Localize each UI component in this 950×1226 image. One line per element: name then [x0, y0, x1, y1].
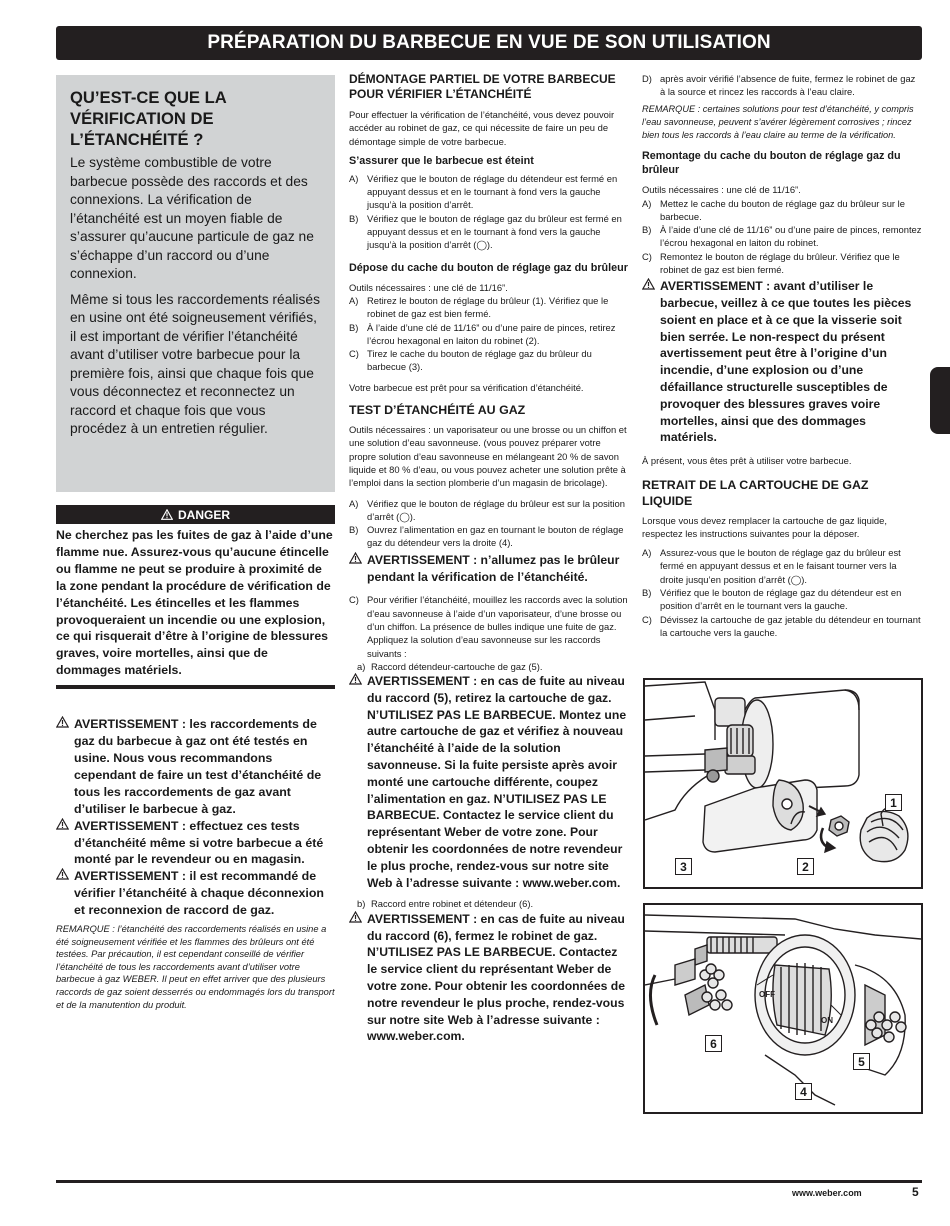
- warning-triangle-icon: [349, 911, 363, 1045]
- item-label: B): [642, 587, 652, 599]
- warning-2: [56, 818, 335, 869]
- item-text: après avoir vérifié l’absence de fuite, fermez le robinet de gaz à la source et rincez les raccords à l’eau claire.: [660, 73, 916, 98]
- ready-to-use: À présent, vous êtes prêt à utiliser votre barbecue.: [642, 455, 852, 467]
- item-label: A): [642, 197, 652, 209]
- list-item: [349, 660, 629, 673]
- danger-header: [56, 505, 335, 524]
- item-label: B): [349, 212, 359, 224]
- figure-leak-points: [643, 903, 923, 1114]
- warning-triangle-icon: [56, 868, 70, 919]
- column-3: [642, 72, 922, 639]
- footer-divider: [56, 1180, 922, 1183]
- leak-points-illustration: [645, 905, 921, 1112]
- item-text: Vérifiez que le bouton de réglage gaz du détendeur est en position d’arrêt en le tournant vers la gauche.: [660, 587, 902, 612]
- list-item: [349, 497, 629, 524]
- warning-triangle-icon: [56, 818, 70, 869]
- warning-triangle-icon: [642, 278, 656, 446]
- warning-triangle-icon: [349, 552, 363, 586]
- figure-cover-removal: [643, 678, 923, 889]
- item-label: A): [349, 172, 359, 184]
- item-label: C): [642, 613, 652, 625]
- info-box-paragraph-2: Même si tous les raccordements réalisés en usine ont été soigneusement vérifiés, il est important de vérifier l’étanchéité avant d’utiliser votre barbecue pour la première fois, ainsi que chaque fois que vous déconnectez et reconnectez un raccord et chaque fois que vous procédez à un entretien régulier.: [70, 291, 320, 436]
- on-marking: ON: [821, 1016, 833, 1025]
- warning-text: AVERTISSEMENT : avant d’utiliser le barbecue, veillez à ce que toutes les pièces soient en place et à ce que la visserie soit bien serrée. Le non-respect du présent avertissement peut être à l’origine d’un incendie, d’une explosion ou d’une défaillance structurelle susceptibles de provoquer des blessures graves voire mortelles, ainsi que des dommages matériels.: [660, 279, 912, 445]
- warning-1: [56, 716, 335, 817]
- warning-before-use: [642, 278, 922, 446]
- item-text: Pour vérifier l’étanchéité, mouillez les raccords avec la solution d’eau savonneuse à l’aide d’un vaporisateur, d’une brosse ou d’un chiffon. La présence de bulles indique une fuite de gaz. Appliquez la solution d’eau savonneuse sur les raccords suivants :: [367, 594, 628, 659]
- list-item: [349, 172, 629, 212]
- page-number: 5: [912, 1185, 919, 1199]
- warning-no-ignite: [349, 552, 629, 586]
- section-title-disassembly: DÉMONTAGE PARTIEL DE VOTRE BARBECUE POUR VÉRIFIER L’ÉTANCHÉITÉ: [349, 72, 616, 101]
- list-item: [642, 197, 922, 224]
- item-label: A): [642, 547, 652, 559]
- callout-1: 1: [885, 794, 902, 811]
- info-box-title: QU’EST-CE QUE LA VÉRIFICATION DE L’ÉTANCHÉITÉ ?: [70, 88, 227, 149]
- item-label: B): [349, 321, 359, 333]
- item-label: b): [357, 898, 366, 910]
- item-text: Remontez le bouton de réglage du brûleur. Vérifiez que le robinet de gaz est bien fermé.: [660, 250, 900, 275]
- item-label: A): [349, 497, 359, 509]
- warning-triangle-icon: [161, 509, 173, 520]
- item-label: B): [349, 524, 359, 536]
- item-label: B): [642, 224, 652, 236]
- item-label: C): [349, 594, 359, 606]
- subsection-title-cover-refit: Remontage du cache du bouton de réglage gaz du brûleur: [642, 150, 901, 177]
- warning-text: AVERTISSEMENT : en cas de fuite au niveau du raccord (5), retirez la cartouche de gaz. N’UTILISEZ PAS LE BARBECUE. Montez une autre cartouche de gaz et vérifiez à nouveau l’étanchéité à l’aide de la solution savonneuse. Si la fuite persiste après avoir monté une cartouche différente, coupez l’alimentation en gaz. N’UTILISEZ PAS LE BARBECUE. Contactez le service client du représentant Weber de votre zone. Pour obtenir les coordonnées de notre revendeur le plus proche, rendez-vous sur notre site Web à l’adresse suivante : www.weber.com.: [367, 674, 627, 890]
- warnings-block: [56, 716, 335, 1011]
- warning-leak-6: [349, 911, 629, 1045]
- danger-divider: [56, 685, 335, 689]
- callout-6: 6: [705, 1035, 722, 1052]
- list-item: [642, 72, 922, 99]
- item-text: Retirez le bouton de réglage du brûleur (1). Vérifiez que le robinet de gaz est bien fermé.: [367, 294, 609, 320]
- off-marking: OFF: [759, 990, 775, 999]
- warning-leak-5: [349, 673, 629, 891]
- item-label: D): [642, 73, 652, 84]
- item-text: Vérifiez que le bouton de réglage gaz du brûleur est fermé en appuyant dessus et en le tournant à fond vers la gauche jusqu’à la position d’arrêt (◯).: [367, 212, 622, 251]
- item-text: Raccord entre robinet et détendeur (6).: [371, 898, 534, 910]
- callout-4: 4: [795, 1083, 812, 1100]
- warning-triangle-icon: [349, 673, 363, 891]
- info-box-paragraph-1: Le système combustible de votre barbecue possède des raccords et des connexions. La vérification de l’étanchéité est un moyen fiable de s’assurer qu’aucune particule de gaz ne s’échappe d’un raccord ou d’une connexion.: [70, 155, 314, 281]
- danger-text: Ne cherchez pas les fuites de gaz à l’aide d’une flamme nue. Assurez-vous qu’aucune étincelle ou flamme ne peut se produire à proximité de la zone pendant la procédure de vérification de l’étanchéité. Les étincelles et les flammes provoqueraient un incendie ou une explosion, ce qui risquerait d’être à l’origine de blessures graves, voire mortelles, ainsi que de dommages matériels.: [56, 528, 333, 678]
- list-item: [642, 223, 922, 250]
- warning-text: AVERTISSEMENT : n’allumez pas le brûleur pendant la vérification de l’étanchéité.: [367, 552, 620, 584]
- leak-test-intro: Outils nécessaires : un vaporisateur ou une brosse ou un chiffon et une solution d’eau savonneuse. (vous pouvez préparer votre propre solution d’eau savonneuse en mélangeant 20 % de savon liquide et 80 % d’eau, ou vous pouvez acheter une solution prête à l’emploi dans la section plomberie d’un magasin de bricolage).: [349, 424, 627, 489]
- item-text: Dévissez la cartouche de gaz jetable du détendeur en tournant la cartouche vers la gauche.: [660, 613, 921, 638]
- column-1: [56, 75, 335, 1011]
- info-box: [56, 75, 335, 492]
- callout-3: 3: [675, 858, 692, 875]
- item-label: A): [349, 294, 359, 306]
- warning-triangle-icon: [56, 716, 70, 817]
- list-item: [642, 546, 922, 586]
- tools-needed: Outils nécessaires : une clé de 11/16”.: [349, 281, 508, 293]
- ready-note: Votre barbecue est prêt pour sa vérification d’étanchéité.: [349, 381, 584, 393]
- list-item: [349, 523, 629, 550]
- item-text: Raccord détendeur-cartouche de gaz (5).: [371, 660, 543, 672]
- item-text: Assurez-vous que le bouton de réglage gaz du brûleur est fermé en appuyant dessus et en le faisant tourner vers la droite jusqu’en position d’arrêt (◯).: [660, 547, 901, 585]
- factory-remark: REMARQUE : l’étanchéité des raccordements réalisés en usine a été soigneusement vérifiée et les flammes des brûleurs ont été testées. Par précaution, il est cependant conseillé de vérifier l’étanchéité de tous les raccordements avant d’utiliser votre barbecue à gaz WEBER. Il peut en effet arriver que des plusieurs raccords de gaz soient desserrés ou endommagés lors du transport et de la manutention du produit.: [56, 924, 335, 1010]
- list-item: [642, 586, 922, 613]
- page-header: [56, 26, 922, 60]
- list-item: [349, 347, 629, 374]
- item-label: a): [357, 660, 366, 672]
- cover-removal-illustration: [645, 680, 921, 887]
- callout-5: 5: [853, 1053, 870, 1070]
- item-text: Tirez le cache du bouton de réglage gaz du brûleur du barbecue (3).: [367, 348, 592, 373]
- list-item: [642, 250, 922, 277]
- callout-2: 2: [797, 858, 814, 875]
- item-text: Vérifiez que le bouton de réglage du détendeur est fermé en appuyant dessus et en le tournant à fond vers la gauche jusqu’à la position d’arrêt.: [367, 172, 618, 211]
- item-text: À l’aide d’une clé de 11/16” ou d’une paire de pinces, remontez l’écrou hexagonal en laiton du robinet.: [660, 224, 922, 249]
- warning-1-text: AVERTISSEMENT : les raccordements de gaz du barbecue à gaz ont été testés en usine. Nous vous recommandons cependant de faire un test d’étanchéité de tous les raccordements de gaz avant d’utiliser le barbecue à gaz.: [74, 717, 322, 816]
- corrosion-remark: REMARQUE : certaines solutions pour test d’étanchéité, y compris l’eau savonneuse, peuvent s’avérer légèrement corrosives ; rincez bien tous les raccords à l’eau claire au terme de la vérification.: [642, 103, 914, 140]
- item-text: Ouvrez l’alimentation en gaz en tournant le bouton de réglage gaz du détendeur vers la droite (4).: [367, 524, 624, 549]
- warning-3-text: AVERTISSEMENT : il est recommandé de vérifier l’étanchéité à chaque déconnexion et reconnexion de raccord de gaz.: [74, 869, 324, 918]
- cartridge-intro: Lorsque vous devez remplacer la cartouche de gaz liquide, respectez les instructions suivantes pour la déposer.: [642, 514, 887, 539]
- subsection-title-off: S’assurer que le barbecue est éteint: [349, 154, 534, 167]
- page-title: PRÉPARATION DU BARBECUE EN VUE DE SON UTILISATION: [207, 32, 771, 53]
- section-title-leak-test: TEST D’ÉTANCHÉITÉ AU GAZ: [349, 403, 526, 418]
- footer-url: www.weber.com: [792, 1188, 862, 1198]
- list-item: [642, 613, 922, 640]
- list-item: [349, 593, 629, 659]
- warning-3: [56, 868, 335, 919]
- subsection-title-cover-removal: Dépose du cache du bouton de réglage gaz du brûleur: [349, 261, 628, 274]
- item-text: Mettez le cache du bouton de réglage gaz du brûleur sur le barbecue.: [660, 197, 905, 222]
- column-2: [349, 72, 629, 1045]
- danger-label: DANGER: [177, 507, 230, 522]
- warning-2-text: AVERTISSEMENT : effectuez ces tests d’étanchéité même si votre barbecue a été monté par le revendeur ou en magasin.: [74, 818, 324, 867]
- tools-needed: Outils nécessaires : une clé de 11/16”.: [642, 184, 801, 196]
- list-item: [349, 321, 629, 348]
- item-label: C): [642, 250, 652, 262]
- list-item: [349, 897, 629, 910]
- item-label: C): [349, 348, 359, 360]
- list-item: [349, 212, 629, 252]
- item-text: Vérifiez que le bouton de réglage du brûleur est sur la position d’arrêt (◯).: [367, 497, 625, 522]
- item-text: À l’aide d’une clé de 11/16” ou d’une paire de pinces, retirez l’écrou hexagonal en laiton du robinet (2).: [367, 321, 616, 346]
- list-item: [349, 294, 629, 321]
- section-title-cartridge-removal: RETRAIT DE LA CARTOUCHE DE GAZ LIQUIDE: [642, 477, 869, 508]
- section-tab: [930, 367, 950, 434]
- warning-text: AVERTISSEMENT : en cas de fuite au niveau du raccord (6), fermez le robinet de gaz. N’UTILISEZ PAS LE BARBECUE. Contactez le service client du représentant Weber de votre zone. Pour obtenir les coordonnées de notre revendeur le plus proche, rendez-vous sur notre site Web à l’adresse suivante : www.weber.com.: [367, 911, 626, 1044]
- disassembly-intro: Pour effectuer la vérification de l’étanchéité, vous devez pouvoir accéder au robinet de gaz, ce qui nécessite de faire un peu de démontage simple de votre barbecue.: [349, 109, 615, 147]
